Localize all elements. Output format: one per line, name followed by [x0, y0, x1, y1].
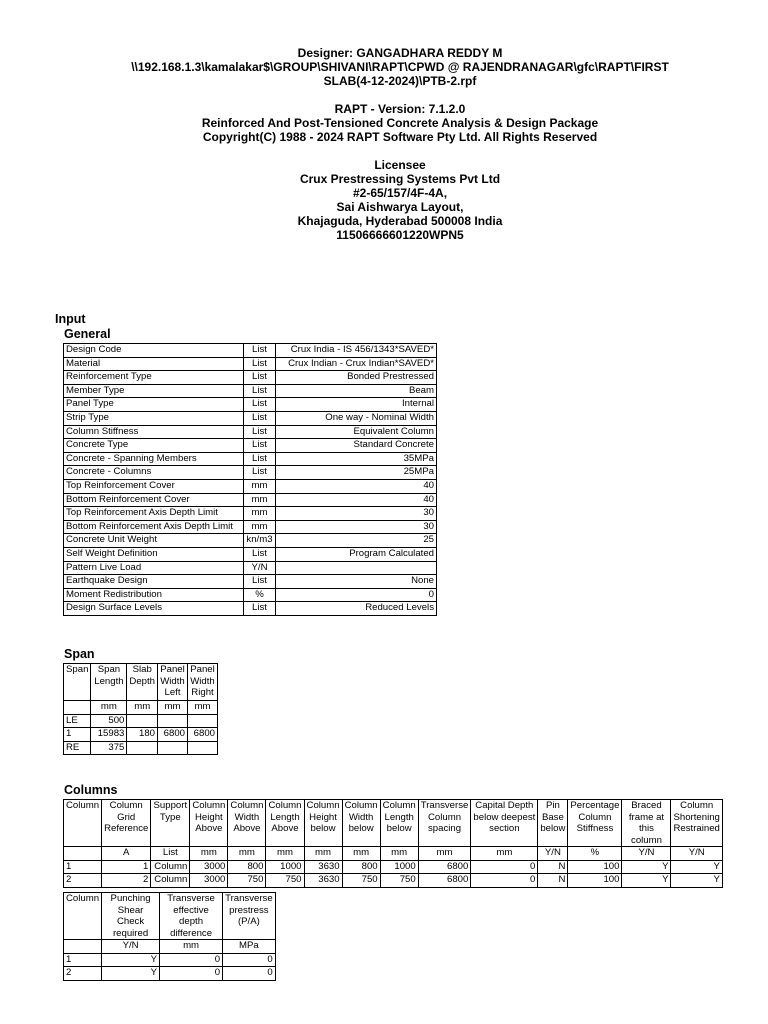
parameter-name: Material — [64, 357, 244, 371]
parameter-value: Crux Indian - Crux Indian*SAVED* — [276, 357, 437, 371]
columns-punching-table — [63, 892, 276, 981]
parameter-name: Top Reinforcement Cover — [64, 479, 244, 493]
table-cell: 6800 — [158, 728, 188, 742]
parameter-unit: List — [244, 466, 276, 480]
parameter-value: 25MPa — [276, 466, 437, 480]
table-row — [64, 411, 437, 425]
table-cell: 0 — [471, 860, 538, 874]
unit-cell: mm — [160, 940, 223, 954]
parameter-value: 30 — [276, 507, 437, 521]
table-cell: 2 — [64, 967, 102, 981]
parameter-value: Program Calculated — [276, 547, 437, 561]
parameter-unit: List — [244, 344, 276, 358]
unit-cell: mm — [188, 701, 218, 715]
table-row — [64, 493, 437, 507]
table-row — [64, 534, 437, 548]
designer-line: Designer: GANGADHARA REDDY M — [297, 46, 503, 60]
parameter-name: Bottom Reinforcement Cover — [64, 493, 244, 507]
unit-cell: Y/N — [671, 847, 722, 861]
parameter-unit: mm — [244, 493, 276, 507]
column-header: Column Height Above — [190, 800, 228, 847]
unit-cell — [64, 847, 102, 861]
parameter-value: 30 — [276, 520, 437, 534]
unit-cell: mm — [418, 847, 471, 861]
table-cell: 750 — [228, 874, 266, 888]
general-heading: General — [64, 327, 111, 341]
parameter-value: Bonded Prestressed — [276, 371, 437, 385]
column-header: Column Length below — [380, 800, 418, 847]
table-cell: Column — [151, 874, 190, 888]
parameter-name: Member Type — [64, 384, 244, 398]
unit-cell — [64, 940, 102, 954]
column-header: Column Shortening Restrained — [671, 800, 722, 847]
unit-cell: mm — [471, 847, 538, 861]
table-cell: 3630 — [304, 874, 342, 888]
table-cell: 750 — [266, 874, 304, 888]
unit-cell: A — [102, 847, 151, 861]
table-cell: N — [538, 874, 568, 888]
column-header: Column — [64, 800, 102, 847]
column-header: Column Height below — [304, 800, 342, 847]
parameter-unit: List — [244, 547, 276, 561]
table-row — [64, 520, 437, 534]
unit-cell: mm — [266, 847, 304, 861]
package-line: Reinforced And Post-Tensioned Concrete Analysis & Design Package — [201, 116, 599, 130]
licensee-company: Crux Prestressing Systems Pvt Ltd — [299, 172, 501, 186]
table-row — [64, 953, 276, 967]
file-path-line-1: \\192.168.1.3\kamalakar$\GROUP\SHIVANI\RAPT\CPWD @ RAJENDRANAGAR\gfc\RAPT\FIRST — [131, 60, 669, 74]
parameter-unit: List — [244, 411, 276, 425]
unit-cell: Y/N — [538, 847, 568, 861]
column-header: Capital Depth below deepest section — [471, 800, 538, 847]
parameter-name: Earthquake Design — [64, 575, 244, 589]
parameter-unit: List — [244, 357, 276, 371]
table-row — [64, 575, 437, 589]
table-cell: 1 — [64, 860, 102, 874]
table-cell: Y — [671, 874, 722, 888]
parameter-unit: List — [244, 439, 276, 453]
table-cell: 100 — [568, 874, 622, 888]
parameter-name: Reinforcement Type — [64, 371, 244, 385]
table-cell: 3000 — [190, 874, 228, 888]
table-cell: Y — [102, 953, 160, 967]
parameter-unit: mm — [244, 507, 276, 521]
table-cell: 180 — [127, 728, 158, 742]
table-cell: 750 — [342, 874, 380, 888]
column-header: Transverse prestress (P/A) — [223, 893, 276, 940]
table-row — [64, 425, 437, 439]
parameter-value: Reduced Levels — [276, 602, 437, 616]
columns-heading: Columns — [64, 783, 118, 797]
parameter-value: One way - Nominal Width — [276, 411, 437, 425]
table-cell: 0 — [223, 953, 276, 967]
table-row — [64, 547, 437, 561]
table-cell: 1 — [64, 728, 91, 742]
parameter-name: Concrete - Spanning Members — [64, 452, 244, 466]
unit-cell: mm — [91, 701, 127, 715]
column-header: Support Type — [151, 800, 190, 847]
licensee-address-1: #2-65/157/4F-4A, — [352, 186, 448, 200]
units-row — [64, 940, 276, 954]
unit-cell: mm — [342, 847, 380, 861]
parameter-unit: Y/N — [244, 561, 276, 575]
table-cell — [158, 741, 188, 755]
unit-cell: mm — [158, 701, 188, 715]
header-row — [64, 800, 723, 847]
table-row — [64, 357, 437, 371]
parameter-value: None — [276, 575, 437, 589]
column-header: Pin Base below — [538, 800, 568, 847]
columns-table — [63, 799, 723, 888]
unit-cell: MPa — [223, 940, 276, 954]
table-cell: RE — [64, 741, 91, 755]
table-row — [64, 602, 437, 616]
table-row — [64, 384, 437, 398]
table-row — [64, 479, 437, 493]
unit-cell: Y/N — [102, 940, 160, 954]
table-row — [64, 588, 437, 602]
table-cell: 1 — [64, 953, 102, 967]
table-row — [64, 439, 437, 453]
licensee-address-3: Khajaguda, Hyderabad 500008 India — [297, 214, 503, 228]
parameter-value: Crux India - IS 456/1343*SAVED* — [276, 344, 437, 358]
column-header: Column Grid Reference — [102, 800, 151, 847]
parameter-unit: mm — [244, 479, 276, 493]
column-header: Slab Depth — [127, 664, 158, 701]
parameter-unit: List — [244, 398, 276, 412]
table-cell: 500 — [91, 714, 127, 728]
table-row — [64, 714, 218, 728]
table-cell — [188, 741, 218, 755]
table-cell: 0 — [471, 874, 538, 888]
parameter-value: 40 — [276, 479, 437, 493]
column-header: Percentage Column Stiffness — [568, 800, 622, 847]
header-row — [64, 893, 276, 940]
table-cell: 0 — [223, 967, 276, 981]
parameter-unit: kn/m3 — [244, 534, 276, 548]
table-cell: Column — [151, 860, 190, 874]
parameter-name: Pattern Live Load — [64, 561, 244, 575]
column-header: Panel Width Left — [158, 664, 188, 701]
table-row — [64, 371, 437, 385]
column-header: Column Width below — [342, 800, 380, 847]
table-cell — [127, 741, 158, 755]
span-heading: Span — [64, 647, 95, 661]
unit-cell: mm — [228, 847, 266, 861]
copyright-line: Copyright(C) 1988 - 2024 RAPT Software Pty Ltd. All Rights Reserved — [202, 130, 598, 144]
span-table — [63, 663, 218, 755]
table-cell: 800 — [342, 860, 380, 874]
table-cell: 2 — [64, 874, 102, 888]
table-cell: 3630 — [304, 860, 342, 874]
table-cell: 6800 — [418, 874, 471, 888]
table-cell: 3000 — [190, 860, 228, 874]
version-line: RAPT - Version: 7.1.2.0 — [334, 102, 466, 116]
report-header — [0, 46, 768, 242]
input-heading: Input — [55, 312, 86, 326]
table-cell: 0 — [160, 967, 223, 981]
unit-cell: % — [568, 847, 622, 861]
parameter-value: 35MPa — [276, 452, 437, 466]
column-header: Braced frame at this column — [622, 800, 671, 847]
table-row — [64, 466, 437, 480]
table-cell: N — [538, 860, 568, 874]
parameter-name: Self Weight Definition — [64, 547, 244, 561]
table-cell: 375 — [91, 741, 127, 755]
table-row — [64, 741, 218, 755]
column-header: Panel Width Right — [188, 664, 218, 701]
table-cell: 6800 — [418, 860, 471, 874]
unit-cell: Y/N — [622, 847, 671, 861]
table-cell — [158, 714, 188, 728]
parameter-value: Beam — [276, 384, 437, 398]
table-cell: LE — [64, 714, 91, 728]
parameter-value: Standard Concrete — [276, 439, 437, 453]
parameter-value: 40 — [276, 493, 437, 507]
table-row — [64, 344, 437, 358]
table-row — [64, 967, 276, 981]
table-cell: Y — [671, 860, 722, 874]
parameter-name: Bottom Reinforcement Axis Depth Limit — [64, 520, 244, 534]
file-path-line-2: SLAB(4-12-2024)\PTB-2.rpf — [323, 74, 477, 88]
table-cell: 800 — [228, 860, 266, 874]
parameter-name: Concrete Unit Weight — [64, 534, 244, 548]
unit-cell: mm — [380, 847, 418, 861]
table-row — [64, 452, 437, 466]
parameter-unit: mm — [244, 520, 276, 534]
parameter-value: 0 — [276, 588, 437, 602]
parameter-name: Panel Type — [64, 398, 244, 412]
column-header: Transverse Column spacing — [418, 800, 471, 847]
general-table — [63, 343, 437, 616]
parameter-name: Concrete Type — [64, 439, 244, 453]
table-cell: 750 — [380, 874, 418, 888]
parameter-name: Concrete - Columns — [64, 466, 244, 480]
unit-cell: mm — [127, 701, 158, 715]
table-cell: 100 — [568, 860, 622, 874]
licensee-label: Licensee — [374, 158, 426, 172]
parameter-unit: List — [244, 384, 276, 398]
table-cell: Y — [102, 967, 160, 981]
table-cell: Y — [622, 860, 671, 874]
table-cell: 1000 — [380, 860, 418, 874]
parameter-value: Equivalent Column — [276, 425, 437, 439]
table-cell: Y — [622, 874, 671, 888]
table-cell: 1 — [102, 860, 151, 874]
table-cell — [188, 714, 218, 728]
parameter-name: Strip Type — [64, 411, 244, 425]
parameter-name: Design Code — [64, 344, 244, 358]
table-cell: 1000 — [266, 860, 304, 874]
unit-cell — [64, 701, 91, 715]
table-row — [64, 561, 437, 575]
table-cell — [127, 714, 158, 728]
table-row — [64, 398, 437, 412]
table-row — [64, 507, 437, 521]
column-header: Span — [64, 664, 91, 701]
column-header: Punching Shear Check required — [102, 893, 160, 940]
unit-cell: mm — [304, 847, 342, 861]
parameter-unit: List — [244, 575, 276, 589]
parameter-value: 25 — [276, 534, 437, 548]
column-header: Transverse effective depth difference — [160, 893, 223, 940]
parameter-name: Column Stiffness — [64, 425, 244, 439]
table-cell: 6800 — [188, 728, 218, 742]
column-header: Column Length Above — [266, 800, 304, 847]
table-row — [64, 728, 218, 742]
column-header: Span Length — [91, 664, 127, 701]
parameter-value: Internal — [276, 398, 437, 412]
table-row — [64, 860, 723, 874]
parameter-unit: % — [244, 588, 276, 602]
header-row — [64, 664, 218, 701]
parameter-unit: List — [244, 602, 276, 616]
unit-cell: List — [151, 847, 190, 861]
column-header: Column — [64, 893, 102, 940]
parameter-value — [276, 561, 437, 575]
column-header: Column Width Above — [228, 800, 266, 847]
licensee-address-2: Sai Aishwarya Layout, — [336, 200, 464, 214]
parameter-name: Design Surface Levels — [64, 602, 244, 616]
table-row — [64, 874, 723, 888]
table-cell: 15983 — [91, 728, 127, 742]
parameter-name: Moment Redistribution — [64, 588, 244, 602]
table-cell: 2 — [102, 874, 151, 888]
licence-number: 11506666601220WPN5 — [336, 228, 464, 242]
parameter-unit: List — [244, 452, 276, 466]
parameter-name: Top Reinforcement Axis Depth Limit — [64, 507, 244, 521]
units-row — [64, 847, 723, 861]
table-cell: 0 — [160, 953, 223, 967]
parameter-unit: List — [244, 425, 276, 439]
unit-cell: mm — [190, 847, 228, 861]
parameter-unit: List — [244, 371, 276, 385]
units-row — [64, 701, 218, 715]
